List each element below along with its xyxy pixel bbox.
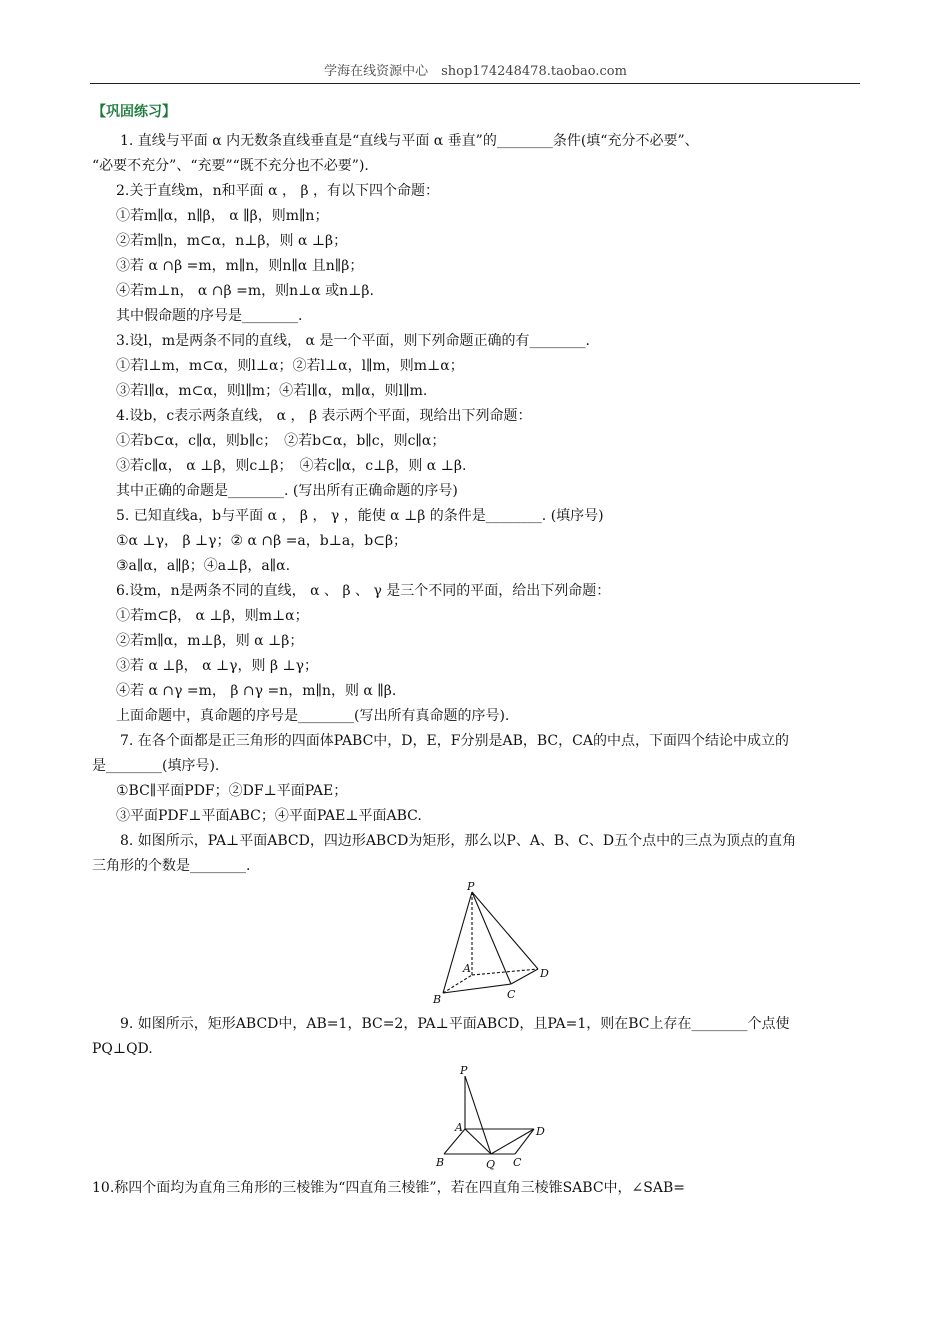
label-a: A <box>463 962 471 975</box>
page-header: 学海在线资源中心 shop174248478.taobao.com <box>324 64 627 79</box>
q6-option-3: ③若 α ⊥β， α ⊥γ，则 β ⊥γ； <box>116 658 319 674</box>
edge-pc <box>472 892 511 984</box>
q5-options-2: ③a∥α，a∥β；④a⊥β，a∥α. <box>116 558 291 574</box>
q2-stem: 2.关于直线m，n和平面 α ， β ，有以下四个命题： <box>116 183 439 199</box>
q9-line1: 9. 如图所示，矩形ABCD中，AB=1，BC=2，PA⊥平面ABCD，且PA=1，则在BC上存在________个点使 <box>120 1016 790 1032</box>
q2-option-2: ②若m∥n，m⊂α，n⊥β，则 α ⊥β； <box>116 233 348 249</box>
q5-stem: 5. 已知直线a，b与平面 α ， β ， γ ，能使 α ⊥β 的条件是________. (填序号) <box>116 508 604 524</box>
q4-question: 其中正确的命题是________. (写出所有正确命题的序号) <box>116 483 458 499</box>
edge-bc <box>443 984 511 993</box>
q2-option-1: ①若m∥α，n∥β， α ∥β，则m∥n； <box>116 208 329 224</box>
q4-options-2: ③若c∥α， α ⊥β，则c⊥β； ④若c∥α，c⊥β，则 α ⊥β. <box>116 458 467 474</box>
label-c: C <box>513 1156 522 1169</box>
label-p: P <box>467 880 475 893</box>
label-d: D <box>540 967 549 980</box>
q2-option-3: ③若 α ∩β =m，m∥n，则n∥α 且n∥β； <box>116 258 364 274</box>
edge-pb <box>443 892 472 993</box>
q8-line1: 8. 如图所示，PA⊥平面ABCD，四边形ABCD为矩形，那么以P、A、B、C、D五个点中的三点为顶点的直角 <box>120 833 797 849</box>
q6-question: 上面命题中，真命题的序号是________(写出所有真命题的序号). <box>116 708 510 724</box>
q6-option-1: ①若m⊂β， α ⊥β，则m⊥α； <box>116 608 309 624</box>
figure-rectangle-pq <box>430 1062 555 1174</box>
q10-line1: 10.称四个面均为直角三角形的三棱锥为“四直角三棱锥”，若在四直角三棱锥SABC中，∠SAB= <box>92 1180 685 1196</box>
q7-line2: 是________(填序号). <box>92 758 220 774</box>
q6-option-2: ②若m∥α，m⊥β，则 α ⊥β； <box>116 633 304 649</box>
q7-line1: 7. 在各个面都是正三角形的四面体PABC中，D，E，F分别是AB，BC，CA的中点，下面四个结论中成立的 <box>120 733 789 749</box>
header-divider <box>90 83 860 84</box>
segment-qd <box>491 1129 534 1154</box>
section-title: 【巩固练习】 <box>92 104 176 120</box>
q7-options-1: ①BC∥平面PDF；②DF⊥平面PAE； <box>116 783 348 799</box>
edge-cd <box>511 969 538 984</box>
q9-line2: PQ⊥QD. <box>92 1041 153 1057</box>
q6-option-4: ④若 α ∩γ =m， β ∩γ =n，m∥n，则 α ∥β. <box>116 683 397 699</box>
q3-stem: 3.设l，m是两条不同的直线， α 是一个平面，则下列命题正确的有________. <box>116 333 590 349</box>
label-q: Q <box>486 1158 496 1171</box>
q7-options-2: ③平面PDF⊥平面ABC；④平面PAE⊥平面ABC. <box>116 808 422 824</box>
q4-stem: 4.设b，c表示两条直线， α ， β 表示两个平面，现给出下列命题： <box>116 408 532 424</box>
q8-line2: 三角形的个数是________. <box>92 858 251 874</box>
label-b: B <box>433 993 442 1006</box>
q3-options-1: ①若l⊥m，m⊂α，则l⊥α；②若l⊥α，l∥m，则m⊥α； <box>116 358 464 374</box>
edge-pd <box>472 892 538 969</box>
label-p: P <box>460 1064 468 1077</box>
label-b: B <box>436 1156 445 1169</box>
figure-pyramid-pabcd <box>425 880 560 1010</box>
segment-cd <box>515 1129 534 1154</box>
segment-pq <box>465 1076 491 1154</box>
q2-option-4: ④若m⊥n， α ∩β =m，则n⊥α 或n⊥β. <box>116 283 374 299</box>
q6-stem: 6.设m，n是两条不同的直线， α 、 β 、 γ 是三个不同的平面，给出下列命题： <box>116 583 611 599</box>
label-d: D <box>536 1125 545 1138</box>
q1-line2: “必要不充分”、“充要”“既不充分也不必要”). <box>92 158 369 174</box>
q1-line1: 1. 直线与平面 α 内无数条直线垂直是“直线与平面 α 垂直”的________条件(填“充分不必要”、 <box>120 133 699 149</box>
label-a: A <box>455 1121 463 1134</box>
q4-options-1: ①若b⊂α，c∥α，则b∥c； ②若b⊂α，b∥c，则c∥α； <box>116 433 446 449</box>
label-c: C <box>507 988 516 1001</box>
q3-options-2: ③若l∥α，m⊂α，则l∥m；④若l∥α，m∥α，则l∥m. <box>116 383 428 399</box>
q2-question: 其中假命题的序号是________. <box>116 308 303 324</box>
q5-options-1: ①α ⊥γ， β ⊥γ；② α ∩β =a，b⊥a，b⊂β； <box>116 533 408 549</box>
